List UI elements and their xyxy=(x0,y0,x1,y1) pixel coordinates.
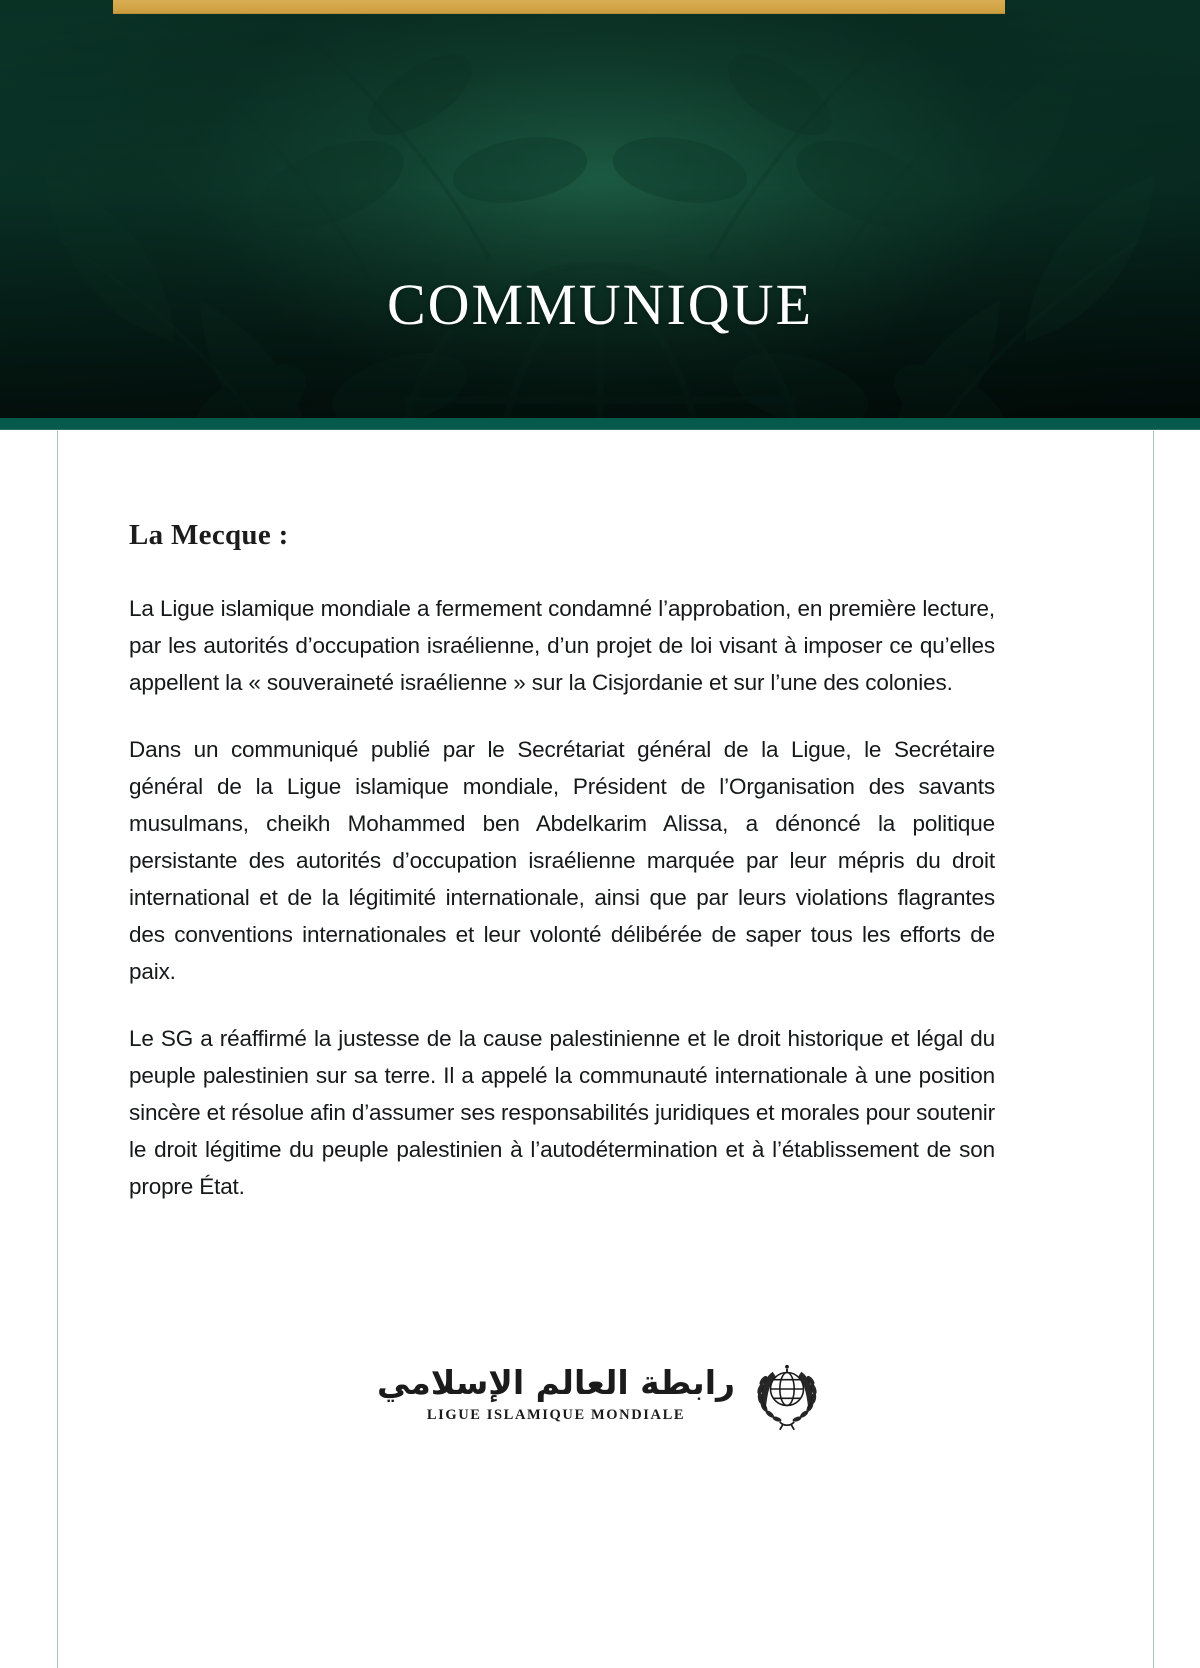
page-title: COMMUNIQUE xyxy=(387,272,813,337)
logo-arabic-text: رابطة العالم الإسلامي xyxy=(376,1362,736,1402)
globe-laurel-emblem-icon xyxy=(751,1356,823,1432)
gold-accent-bar xyxy=(113,0,1005,14)
logo-latin-text: LIGUE ISLAMIQUE MONDIALE xyxy=(426,1407,686,1424)
paragraph-3: Le SG a réaffirmé la justesse de la cause palestinienne et le droit historique et légal du peuple palestinien sur sa terre. Il a appelé la communauté internationale à une position sincère et résolue afin d’assumer ses responsabilités juridiques et morales pour soutenir le droit légitime du peuple palestinien à l’autodétermination et à l’établissement de son propre État. xyxy=(129,1026,995,1199)
dateline-heading: La Mecque : xyxy=(129,519,289,551)
content-frame xyxy=(57,431,1154,1668)
organization-logo xyxy=(0,1356,1200,1432)
paragraph-1: La Ligue islamique mondiale a fermement condamné l’approbation, en première lecture, par les autorités d’occupation israélienne, d’un projet de loi visant à imposer ce qu’elles appellent la « souveraineté israélienne » sur la Cisjordanie et sur l’une des colonies. xyxy=(129,596,995,695)
logo-wordmark xyxy=(377,1364,735,1425)
paragraph-2: Dans un communiqué publié par le Secrétariat général de la Ligue, le Secrétaire général de la Ligue islamique mondiale, Président de l’Organisation des savants musulmans, cheikh Mohammed ben Abdelkarim Alissa, a dénoncé la politique persistante des autorités d’occupation israélienne marquée par leur mépris du droit international et de la légitimité internationale, ainsi que par leurs violations flagrantes des conventions internationales et leur volonté délibérée de saper tous les efforts de paix. xyxy=(129,737,995,984)
content-body xyxy=(129,519,995,1205)
olive-branch-globe-pattern xyxy=(0,0,1200,418)
document-header xyxy=(0,0,1200,418)
header-divider xyxy=(0,418,1200,430)
